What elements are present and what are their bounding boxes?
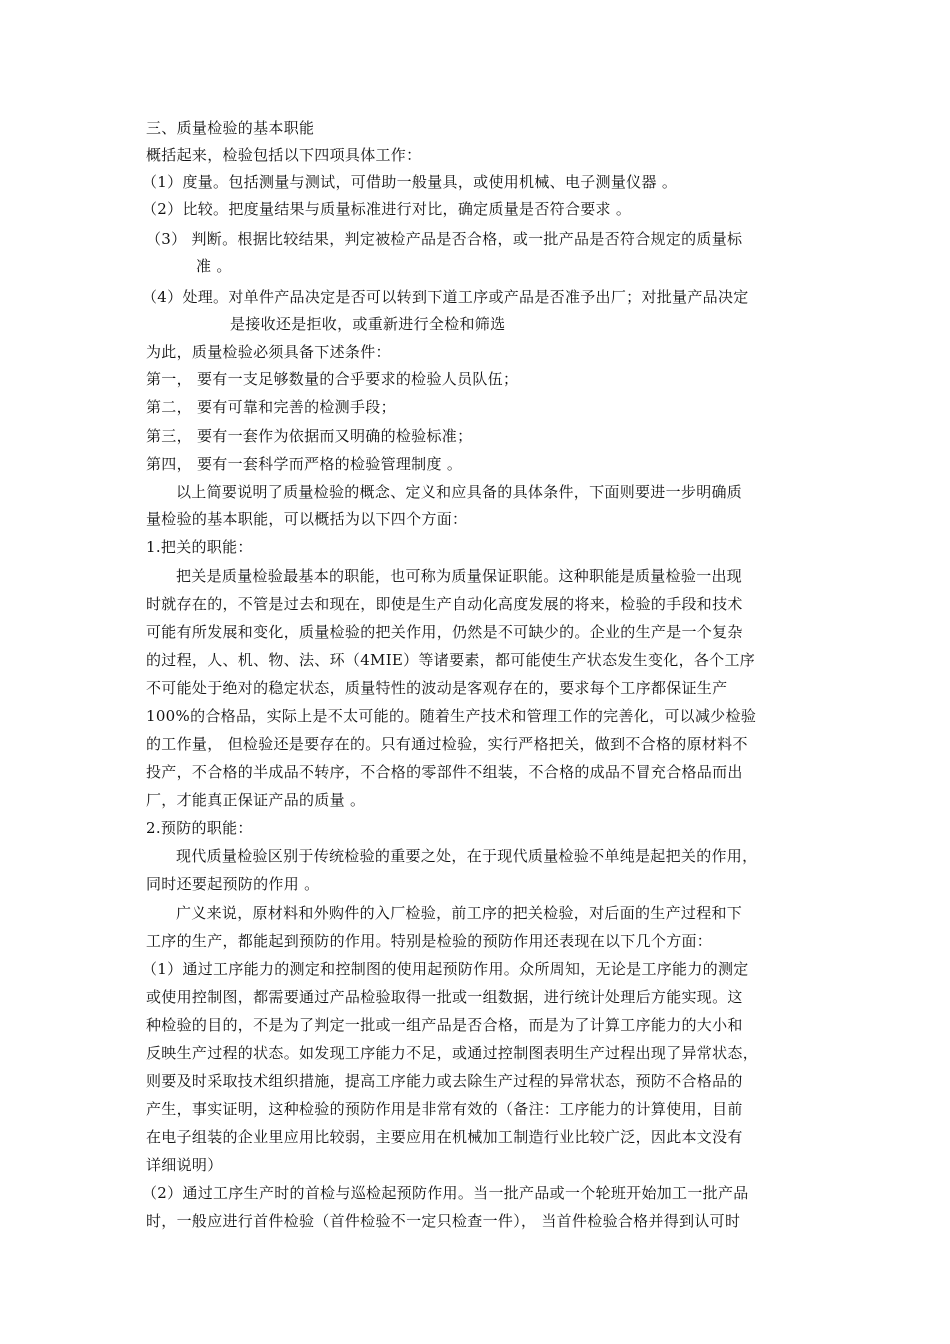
paragraph-line: 同时还要起预防的作用 。 — [146, 875, 320, 893]
paragraph-line: 可能有所发展和变化，质量检验的把关作用，仍然是不可缺少的。企业的生产是一个复杂 — [146, 623, 743, 641]
paragraph-line: 100%的合格品，实际上是不太可能的。随着生产技术和管理工作的完善化，可以减少检验 — [146, 707, 757, 725]
list-item-4: （4）处理。对单件产品决定是否可以转到下道工序或产品是否准予出厂；对批量产品决定 — [142, 288, 749, 306]
paragraph-line: 现代质量检验区别于传统检验的重要之处，在于现代质量检验不单纯是起把关的作用， — [176, 847, 758, 865]
paragraph-line: 则要及时采取技术组织措施，提高工序能力或去除生产过程的异常状态，预防不合格品的 — [146, 1072, 743, 1090]
paragraph-line: 产生，事实证明，这种检验的预防作用是非常有效的（备注：工序能力的计算使用，目前 — [146, 1100, 743, 1118]
paragraph-line: （2）通过工序生产时的首检与巡检起预防作用。当一批产品或一个轮班开始加工一批产品 — [142, 1184, 749, 1202]
paragraph-line: 的工作量， 但检验还是要存在的。只有通过检验，实行严格把关，做到不合格的原材料不 — [146, 735, 748, 753]
paragraph-line: 不可能处于绝对的稳定状态，质量特性的波动是客观存在的，要求每个工序都保证生产 — [146, 679, 728, 697]
paragraph-line: 量检验的基本职能，可以概括为以下四个方面： — [146, 510, 468, 528]
section-heading: 三、质量检验的基本职能 — [146, 119, 315, 137]
list-item-1: （1）度量。包括测量与测试，可借助一般量具，或使用机械、电子测量仪器 。 — [142, 173, 678, 191]
subheading-prevention: 2.预防的职能： — [146, 819, 253, 837]
paragraph-line: 时，一般应进行首件检验（首件检验不一定只检查一件）， 当首件检验合格并得到认可时 — [146, 1212, 741, 1230]
paragraph-line: 或使用控制图，都需要通过产品检验取得一批或一组数据，进行统计处理后方能实现。这 — [146, 988, 743, 1006]
condition-2: 第二， 要有可靠和完善的检测手段； — [146, 398, 396, 416]
paragraph-line: （1）通过工序能力的测定和控制图的使用起预防作用。众所周知，无论是工序能力的测定 — [142, 960, 749, 978]
list-item-2: （2）比较。把度量结果与质量标准进行对比，确定质量是否符合要求 。 — [142, 200, 632, 218]
paragraph-line: 反映生产过程的状态。如发现工序能力不足，或通过控制图表明生产过程出现了异常状态， — [146, 1044, 759, 1062]
subheading-gatekeeping: 1.把关的职能： — [146, 538, 253, 556]
paragraph-line: 以上简要说明了质量检验的概念、定义和应具备的具体条件，下面则要进一步明确质 — [176, 483, 743, 501]
paragraph-line: 的过程，人、机、物、法、环（4MIE）等诸要素，都可能使生产状态发生变化，各个工序 — [146, 651, 756, 669]
list-item-4-cont: 是接收还是拒收，或重新进行全检和筛选 — [230, 315, 506, 333]
paragraph-line: 在电子组装的企业里应用比较弱，主要应用在机械加工制造行业比较广泛，因此本文没有 — [146, 1128, 743, 1146]
paragraph-line: 厂，才能真正保证产品的质量 。 — [146, 791, 366, 809]
paragraph-line: 广义来说，原材料和外购件的入厂检验，前工序的把关检验，对后面的生产过程和下 — [176, 904, 743, 922]
list-item-3-cont: 准 。 — [196, 257, 232, 275]
condition-1: 第一， 要有一支足够数量的合乎要求的检验人员队伍； — [146, 370, 519, 388]
condition-4: 第四， 要有一套科学而严格的检验管理制度 。 — [146, 455, 463, 473]
text-line: 概括起来，检验包括以下四项具体工作： — [146, 146, 422, 164]
list-item-3: （3） 判断。根据比较结果，判定被检产品是否合格，或一批产品是否符合规定的质量标 — [146, 230, 743, 248]
paragraph-line: 详细说明） — [146, 1156, 223, 1174]
condition-3: 第三， 要有一套作为依据而又明确的检验标准； — [146, 427, 473, 445]
paragraph-line: 把关是质量检验最基本的职能，也可称为质量保证职能。这种职能是质量检验一出现 — [176, 567, 743, 585]
paragraph-line: 时就存在的，不管是过去和现在，即使是生产自动化高度发展的将来，检验的手段和技术 — [146, 595, 743, 613]
paragraph-line: 种检验的目的，不是为了判定一批或一组产品是否合格，而是为了计算工序能力的大小和 — [146, 1016, 743, 1034]
paragraph-line: 工序的生产，都能起到预防的作用。特别是检验的预防作用还表现在以下几个方面： — [146, 932, 713, 950]
text-line: 为此，质量检验必须具备下述条件： — [146, 343, 391, 361]
paragraph-line: 投产，不合格的半成品不转序，不合格的零部件不组装，不合格的成品不冒充合格品而出 — [146, 763, 743, 781]
